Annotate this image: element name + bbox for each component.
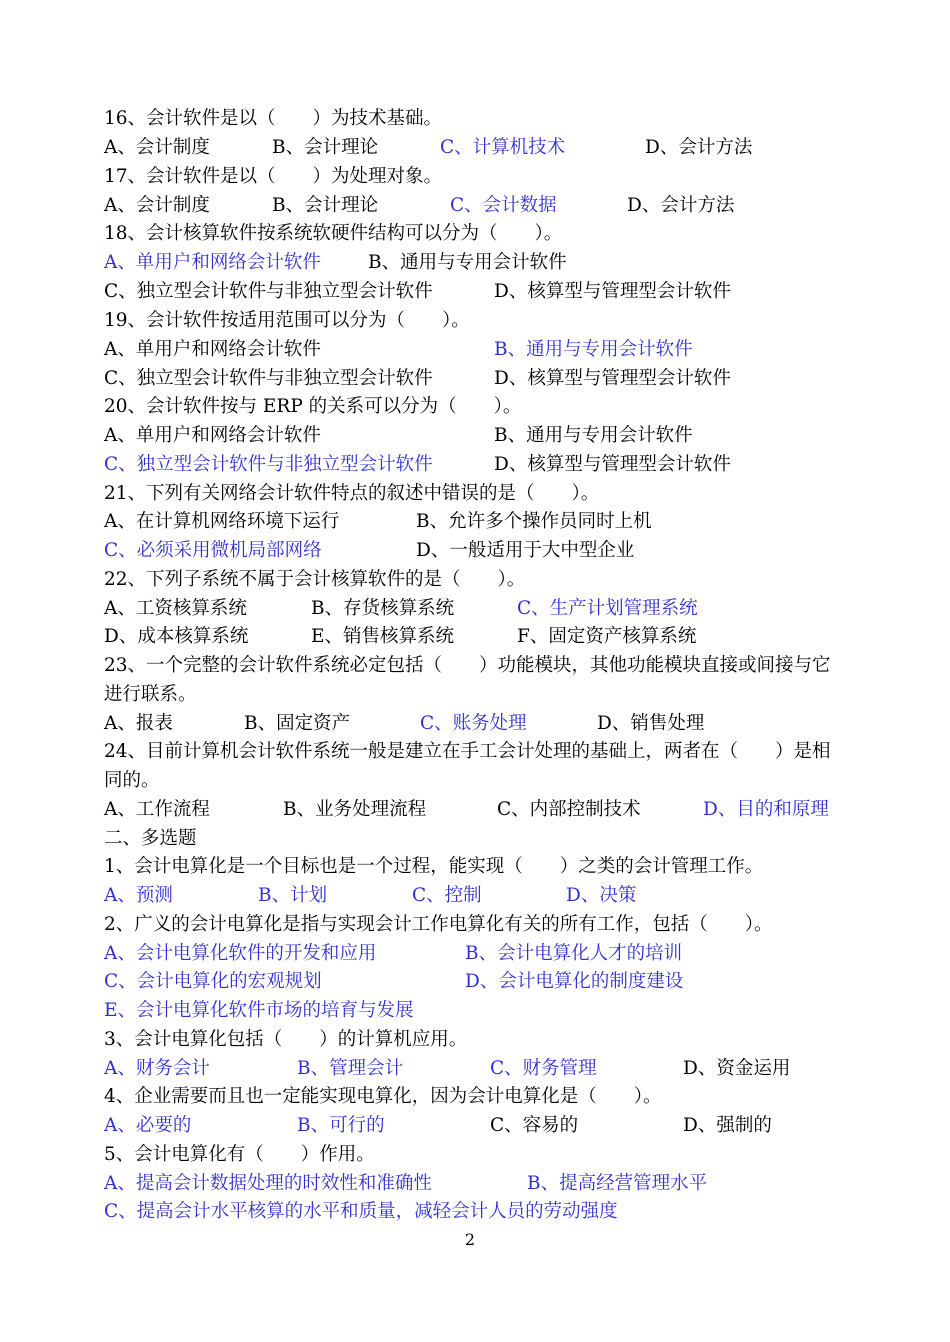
- text-line: [0, 737, 950, 766]
- answer-option: B、通用与专用会计软件: [494, 339, 693, 360]
- text-line: [0, 306, 950, 335]
- answer-option: A、预测: [104, 885, 173, 906]
- answer-option: C、计算机技术: [440, 137, 566, 158]
- text-segment: 17、会计软件是以（ ）为处理对象。: [104, 166, 443, 187]
- text-line: [0, 133, 950, 162]
- text-segment: 4、企业需要而且也一定能实现电算化，因为会计电算化是（ ）。: [104, 1086, 662, 1107]
- text-segment: B、存货核算系统: [311, 598, 455, 619]
- answer-option: B、提高经营管理水平: [527, 1173, 708, 1194]
- text-line: [0, 1140, 950, 1169]
- text-line: [0, 1025, 950, 1054]
- text-segment: B、允许多个操作员同时上机: [416, 511, 652, 532]
- text-segment: 18、会计核算软件按系统软硬件结构可以分为（ ）。: [104, 223, 563, 244]
- text-segment: D、销售处理: [597, 713, 705, 734]
- answer-option: C、控制: [412, 885, 482, 906]
- text-line: [0, 680, 950, 709]
- text-line: [0, 622, 950, 651]
- text-line: [0, 709, 950, 738]
- text-segment: D、资金运用: [683, 1058, 791, 1079]
- answer-option: A、必要的: [104, 1115, 192, 1136]
- text-segment: 1、会计电算化是一个目标也是一个过程，能实现（ ）之类的会计管理工作。: [104, 856, 764, 877]
- text-line: [0, 335, 950, 364]
- text-segment: D、核算型与管理型会计软件: [494, 454, 731, 475]
- text-segment: A、单用户和网络会计软件: [104, 425, 321, 446]
- text-segment: B、固定资产: [244, 713, 351, 734]
- text-segment: C、独立型会计软件与非独立型会计软件: [104, 368, 433, 389]
- answer-option: C、独立型会计软件与非独立型会计软件: [104, 454, 433, 475]
- text-line: [0, 651, 950, 680]
- text-segment: D、核算型与管理型会计软件: [494, 281, 731, 302]
- answer-option: A、提高会计数据处理的时效性和准确性: [104, 1173, 432, 1194]
- answer-option: C、生产计划管理系统: [517, 598, 698, 619]
- text-segment: C、内部控制技术: [497, 799, 641, 820]
- text-segment: C、容易的: [490, 1115, 579, 1136]
- text-segment: D、成本核算系统: [104, 626, 249, 647]
- text-line: [0, 248, 950, 277]
- answer-option: C、提高会计水平核算的水平和质量，减轻会计人员的劳动强度: [104, 1201, 618, 1222]
- text-segment: 19、会计软件按适用范围可以分为（ ）。: [104, 310, 470, 331]
- text-segment: B、业务处理流程: [283, 799, 427, 820]
- text-line: [0, 104, 950, 133]
- text-line: [0, 1054, 950, 1083]
- answer-option: B、可行的: [297, 1115, 385, 1136]
- text-line: [0, 479, 950, 508]
- text-segment: E、销售核算系统: [311, 626, 455, 647]
- text-segment: 21、下列有关网络会计软件特点的叙述中错误的是（ ）。: [104, 483, 600, 504]
- text-line: [0, 824, 950, 853]
- text-segment: 23、一个完整的会计软件系统必定包括（ ）功能模块，其他功能模块直接或间接与它: [104, 655, 831, 676]
- text-segment: D、一般适用于大中型企业: [416, 540, 635, 561]
- text-line: [0, 1169, 950, 1198]
- answer-option: C、会计数据: [450, 195, 557, 216]
- text-segment: 22、下列子系统不属于会计核算软件的是（ ）。: [104, 569, 526, 590]
- text-segment: 16、会计软件是以（ ）为技术基础。: [104, 108, 443, 129]
- text-line: [0, 967, 950, 996]
- text-segment: 2、广义的会计电算化是指与实现会计工作电算化有关的所有工作，包括（ ）。: [104, 914, 773, 935]
- answer-option: B、计划: [258, 885, 328, 906]
- text-line: [0, 392, 950, 421]
- answer-option: C、必须采用微机局部网络: [104, 540, 322, 561]
- answer-option: C、会计电算化的宏观规划: [104, 971, 322, 992]
- page-number: 2: [464, 1230, 476, 1249]
- text-line: [0, 507, 950, 536]
- text-line: [0, 191, 950, 220]
- text-segment: B、会计理论: [272, 195, 379, 216]
- text-segment: D、强制的: [683, 1115, 772, 1136]
- text-line: [0, 421, 950, 450]
- text-segment: 5、会计电算化有（ ）作用。: [104, 1144, 375, 1165]
- answer-option: A、会计电算化软件的开发和应用: [104, 943, 377, 964]
- text-segment: A、报表: [104, 713, 173, 734]
- text-line: [0, 996, 950, 1025]
- text-segment: A、会计制度: [104, 195, 210, 216]
- answer-option: D、目的和原理: [703, 799, 829, 820]
- text-line: [0, 1082, 950, 1111]
- text-segment: A、工资核算系统: [104, 598, 247, 619]
- text-line: [0, 364, 950, 393]
- text-segment: 同的。: [104, 770, 160, 791]
- text-line: [0, 162, 950, 191]
- text-line: [0, 219, 950, 248]
- text-segment: 3、会计电算化包括（ ）的计算机应用。: [104, 1029, 468, 1050]
- text-segment: B、通用与专用会计软件: [368, 252, 567, 273]
- text-segment: D、会计方法: [645, 137, 753, 158]
- text-line: [0, 795, 950, 824]
- text-line: [0, 536, 950, 565]
- answer-option: A、单用户和网络会计软件: [104, 252, 321, 273]
- text-line: [0, 766, 950, 795]
- text-segment: 二、多选题: [104, 828, 197, 849]
- text-segment: D、核算型与管理型会计软件: [494, 368, 731, 389]
- text-line: [0, 1111, 950, 1140]
- answer-option: B、管理会计: [297, 1058, 404, 1079]
- text-segment: A、工作流程: [104, 799, 210, 820]
- text-segment: 24、目前计算机会计软件系统一般是建立在手工会计处理的基础上，两者在（ ）是相: [104, 741, 831, 762]
- answer-option: D、决策: [566, 885, 637, 906]
- text-segment: C、独立型会计软件与非独立型会计软件: [104, 281, 433, 302]
- text-segment: A、会计制度: [104, 137, 210, 158]
- answer-option: C、财务管理: [490, 1058, 597, 1079]
- text-segment: A、单用户和网络会计软件: [104, 339, 321, 360]
- text-segment: 20、会计软件按与 ERP 的关系可以分为（ ）。: [104, 396, 522, 417]
- text-segment: B、会计理论: [272, 137, 379, 158]
- answer-option: A、财务会计: [104, 1058, 210, 1079]
- answer-option: B、会计电算化人才的培训: [465, 943, 683, 964]
- text-line: [0, 881, 950, 910]
- text-segment: D、会计方法: [627, 195, 735, 216]
- text-line: [0, 450, 950, 479]
- text-segment: F、固定资产核算系统: [517, 626, 697, 647]
- text-line: [0, 939, 950, 968]
- text-line: [0, 277, 950, 306]
- text-segment: B、通用与专用会计软件: [494, 425, 693, 446]
- answer-option: E、会计电算化软件市场的培育与发展: [104, 1000, 414, 1021]
- text-line: [0, 594, 950, 623]
- text-segment: A、在计算机网络环境下运行: [104, 511, 340, 532]
- text-line: [0, 852, 950, 881]
- answer-option: C、账务处理: [420, 713, 527, 734]
- text-segment: 进行联系。: [104, 684, 197, 705]
- text-line: [0, 565, 950, 594]
- text-line: [0, 1197, 950, 1226]
- text-line: [0, 910, 950, 939]
- answer-option: D、会计电算化的制度建设: [465, 971, 684, 992]
